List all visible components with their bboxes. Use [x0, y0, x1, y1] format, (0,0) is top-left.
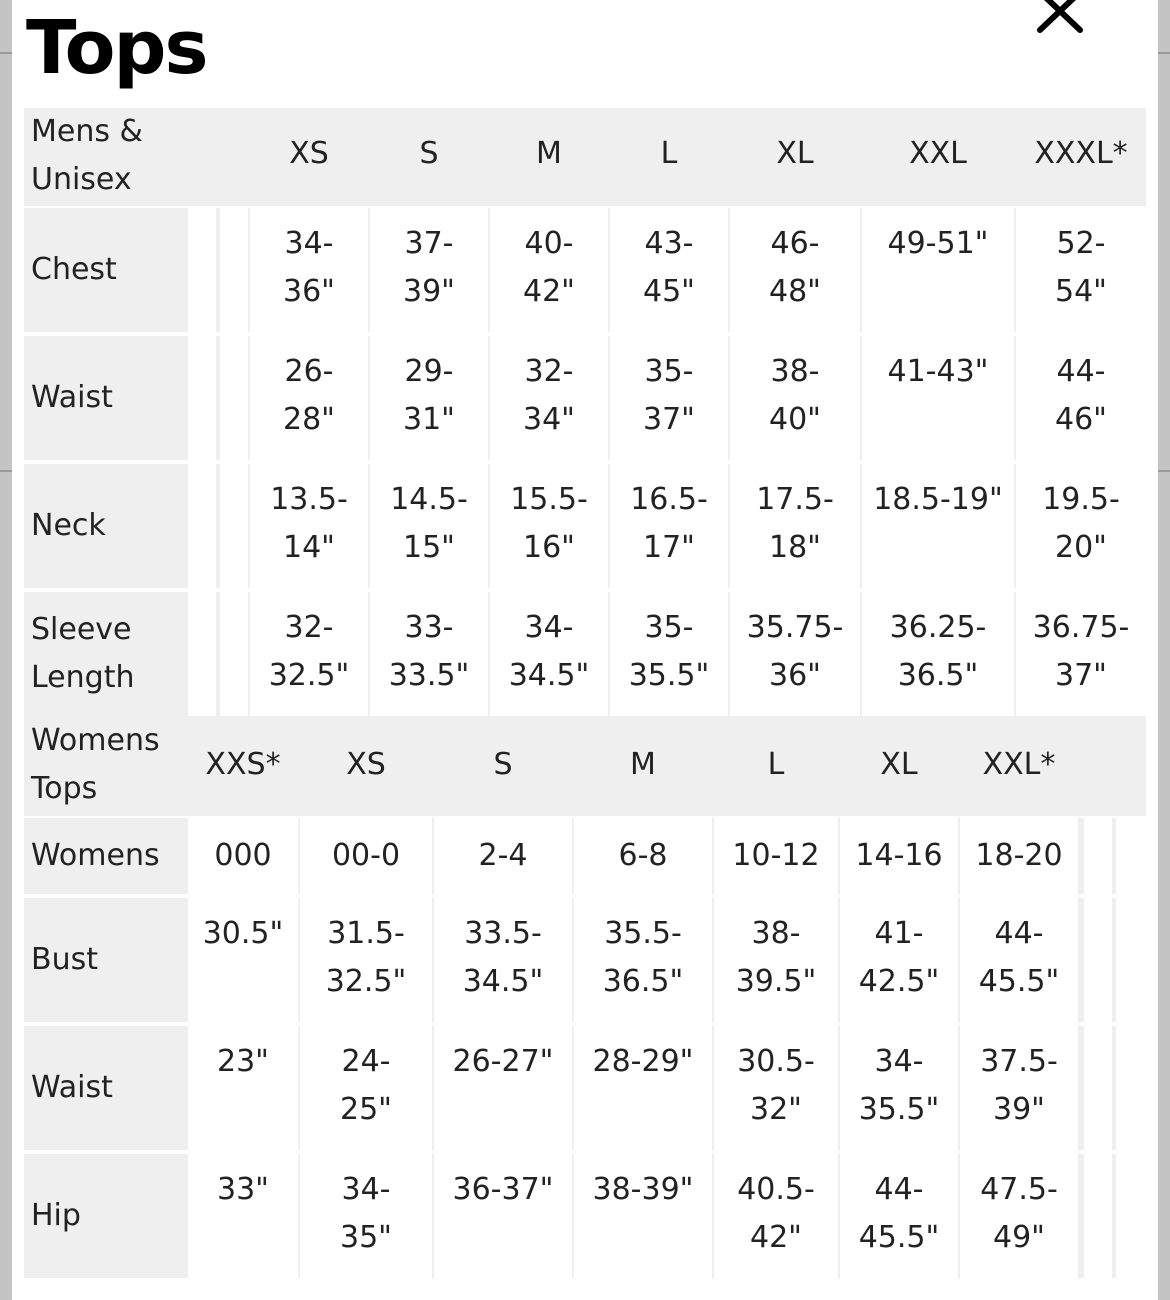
- mens-value-cell: 35.75- 36": [730, 592, 860, 716]
- womens-value-cell: 28-29": [574, 1026, 712, 1150]
- womens-empty-cell: [1116, 818, 1146, 894]
- page-title: Tops: [26, 5, 207, 91]
- womens-empty-cell: [1084, 898, 1112, 1022]
- mens-size-header: M: [536, 136, 562, 171]
- mens-value-cell: 19.5- 20": [1016, 464, 1146, 588]
- womens-value-cell: 44- 45.5": [960, 898, 1078, 1022]
- womens-row-label: Waist: [31, 1070, 113, 1105]
- mens-value-cell: 18.5-19": [862, 464, 1014, 588]
- womens-value-cell: 36-37": [434, 1154, 572, 1278]
- mens-empty-cell: [220, 336, 248, 460]
- womens-size-header: L: [767, 747, 785, 782]
- mens-value-cell: 26- 28": [250, 336, 368, 460]
- mens-empty-cell: [220, 208, 248, 332]
- womens-row-label: Bust: [31, 942, 98, 977]
- mens-empty-cell: [188, 592, 216, 716]
- womens-value-cell: 44- 45.5": [840, 1154, 958, 1278]
- womens-value-cell: 47.5- 49": [960, 1154, 1078, 1278]
- womens-size-header: XS: [346, 747, 386, 782]
- womens-header-row: [24, 716, 1146, 816]
- mens-size-header: XXL: [909, 136, 967, 171]
- womens-value-cell: 24- 25": [300, 1026, 432, 1150]
- womens-value-cell: 14-16: [840, 818, 958, 894]
- womens-value-cell: 34- 35": [300, 1154, 432, 1278]
- mens-header-title: Mens & Unisex: [31, 114, 143, 197]
- mens-empty-cell: [188, 336, 216, 460]
- womens-table-row: [24, 1026, 1146, 1150]
- womens-size-header: XXS*: [205, 747, 281, 782]
- mens-value-cell: 34- 34.5": [490, 592, 608, 716]
- womens-value-cell: 18-20: [960, 818, 1078, 894]
- womens-value-cell: 10-12: [714, 818, 838, 894]
- mens-value-cell: 49-51": [862, 208, 1014, 332]
- womens-value-cell: 31.5- 32.5": [300, 898, 432, 1022]
- mens-empty-cell: [188, 464, 216, 588]
- mens-value-cell: 52- 54": [1016, 208, 1146, 332]
- mens-table-row: [24, 464, 1146, 588]
- mens-value-cell: 13.5- 14": [250, 464, 368, 588]
- womens-size-header: XXL*: [982, 747, 1056, 782]
- womens-empty-cell: [1116, 898, 1146, 1022]
- mens-row-label: Waist: [31, 380, 113, 415]
- womens-empty-cell: [1084, 1026, 1112, 1150]
- womens-value-cell: 30.5- 32": [714, 1026, 838, 1150]
- mens-value-cell: 15.5- 16": [490, 464, 608, 588]
- size-chart-modal: [12, 0, 1158, 1300]
- womens-value-cell: 40.5- 42": [714, 1154, 838, 1278]
- mens-value-cell: 14.5- 15": [370, 464, 488, 588]
- close-button[interactable]: [1032, 0, 1096, 40]
- womens-value-cell: 00-0: [300, 818, 432, 894]
- mens-table-row: [24, 208, 1146, 332]
- womens-value-cell: 34- 35.5": [840, 1026, 958, 1150]
- womens-value-cell: 2-4: [434, 818, 572, 894]
- mens-table-row: [24, 592, 1146, 716]
- mens-value-cell: 35- 35.5": [610, 592, 728, 716]
- womens-value-cell: 30.5": [188, 898, 298, 1022]
- mens-value-cell: 33- 33.5": [370, 592, 488, 716]
- womens-value-cell: 33": [188, 1154, 298, 1278]
- mens-value-cell: 29- 31": [370, 336, 488, 460]
- mens-row-label: Sleeve Length: [31, 612, 135, 695]
- womens-value-cell: 23": [188, 1026, 298, 1150]
- womens-value-cell: 000: [188, 818, 298, 894]
- womens-empty-cell: [1084, 818, 1112, 894]
- womens-value-cell: 6-8: [574, 818, 712, 894]
- womens-empty-cell: [1084, 1154, 1112, 1278]
- mens-value-cell: 36.75- 37": [1016, 592, 1146, 716]
- womens-header-title: Womens Tops: [31, 723, 160, 806]
- backdrop-divider-right: [1158, 470, 1170, 472]
- close-icon: [1032, 0, 1096, 40]
- mens-value-cell: 17.5- 18": [730, 464, 860, 588]
- mens-size-header: XXXL*: [1034, 136, 1128, 171]
- mens-value-cell: 35- 37": [610, 336, 728, 460]
- mens-empty-cell: [220, 592, 248, 716]
- womens-value-cell: 38-39": [574, 1154, 712, 1278]
- mens-value-cell: 32- 32.5": [250, 592, 368, 716]
- womens-value-cell: 35.5- 36.5": [574, 898, 712, 1022]
- womens-row-label: Hip: [31, 1198, 81, 1233]
- mens-value-cell: 41-43": [862, 336, 1014, 460]
- womens-value-cell: 37.5- 39": [960, 1026, 1078, 1150]
- mens-table-row: [24, 336, 1146, 460]
- womens-value-cell: 26-27": [434, 1026, 572, 1150]
- mens-empty-cell: [220, 464, 248, 588]
- womens-empty-cell: [1116, 1026, 1146, 1150]
- mens-value-cell: 36.25- 36.5": [862, 592, 1014, 716]
- womens-table-row: [24, 818, 1146, 894]
- mens-value-cell: 16.5- 17": [610, 464, 728, 588]
- womens-empty-cell: [1116, 1154, 1146, 1278]
- womens-table-row: [24, 898, 1146, 1022]
- mens-value-cell: 40- 42": [490, 208, 608, 332]
- mens-empty-cell: [188, 208, 216, 332]
- mens-value-cell: 38- 40": [730, 336, 860, 460]
- mens-row-label: Chest: [31, 252, 117, 287]
- backdrop-divider-left: [0, 52, 12, 54]
- mens-header-row: [24, 108, 1146, 206]
- mens-value-cell: 32- 34": [490, 336, 608, 460]
- womens-value-cell: 38- 39.5": [714, 898, 838, 1022]
- womens-table-row: [24, 1154, 1146, 1278]
- backdrop-divider-right: [1158, 52, 1170, 54]
- mens-value-cell: 46- 48": [730, 208, 860, 332]
- womens-size-header: S: [493, 747, 513, 782]
- mens-size-header: XL: [776, 136, 814, 171]
- womens-value-cell: 41- 42.5": [840, 898, 958, 1022]
- mens-value-cell: 43- 45": [610, 208, 728, 332]
- mens-size-header: L: [660, 136, 678, 171]
- backdrop-divider-left: [0, 470, 12, 472]
- womens-row-label: Womens: [31, 838, 160, 873]
- mens-value-cell: 34- 36": [250, 208, 368, 332]
- womens-size-header: M: [630, 747, 656, 782]
- mens-value-cell: 37- 39": [370, 208, 488, 332]
- mens-value-cell: 44- 46": [1016, 336, 1146, 460]
- mens-size-header: XS: [289, 136, 329, 171]
- mens-row-label: Neck: [31, 508, 106, 543]
- womens-size-header: XL: [880, 747, 918, 782]
- womens-value-cell: 33.5- 34.5": [434, 898, 572, 1022]
- mens-size-header: S: [419, 136, 439, 171]
